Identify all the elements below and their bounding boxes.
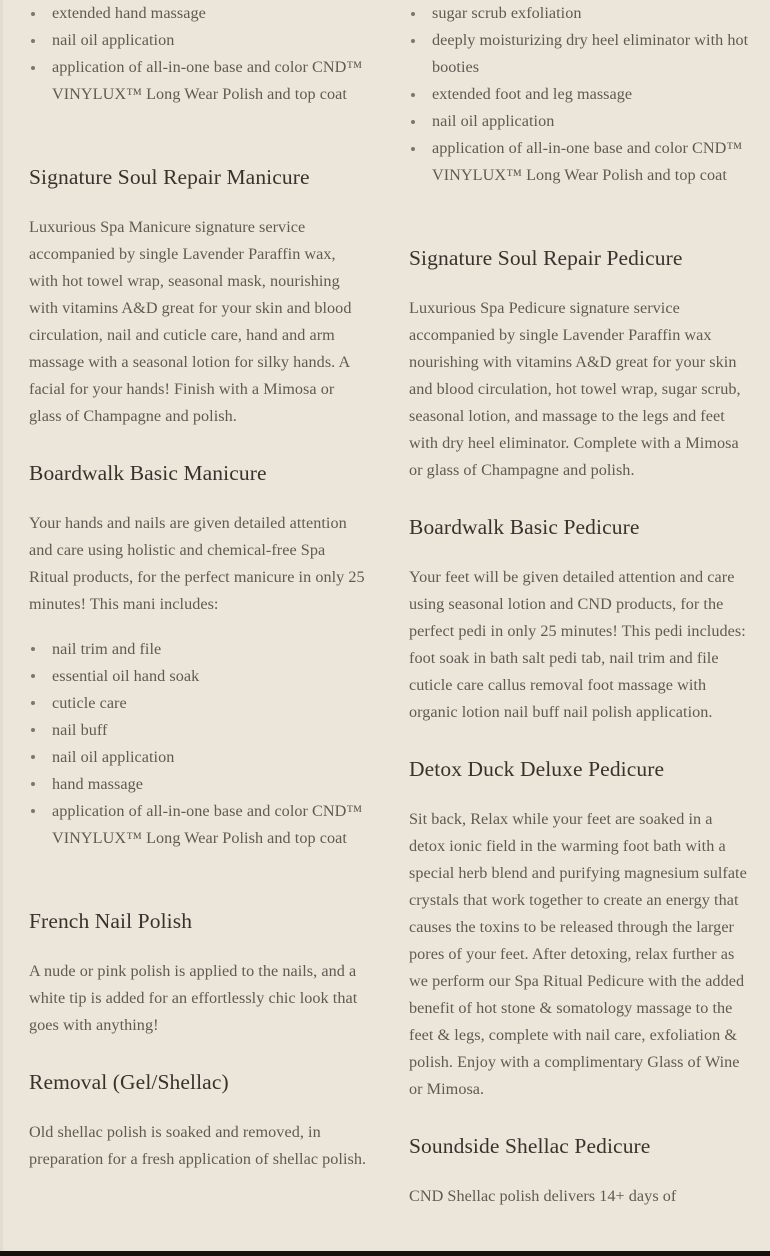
- left-column: [0, 0, 385, 1173]
- list-item: nail oil application: [29, 27, 367, 54]
- list-item: sugar scrub exfoliation: [409, 0, 752, 27]
- heading-removal-gel-shellac: Removal (Gel/Shellac): [29, 1069, 229, 1094]
- heading-boardwalk-basic-manicure: Boardwalk Basic Manicure: [29, 460, 267, 485]
- heading-boardwalk-basic-pedicure: Boardwalk Basic Pedicure: [409, 514, 640, 539]
- body-removal-gel-shellac: Old shellac polish is soaked and removed, in preparation for a fresh application of shellac polish.: [29, 1122, 367, 1168]
- spacer: [409, 1161, 752, 1183]
- spacer: [409, 542, 752, 564]
- list-item: hand massage: [29, 771, 367, 798]
- body-signature-soul-repair-pedicure: Luxurious Spa Pedicure signature service accompanied by single Lavender Paraffin wax nourishing with vitamins A&D great for your skin and blood circulation, hot towel wrap, sugar scrub, seasonal lotion, and massage to the legs and feet with dry heel eliminator. Complete with a Mimosa or glass of Champagne and polish.: [409, 298, 741, 479]
- list-item: cuticle care: [29, 690, 367, 717]
- spacer: [29, 1097, 367, 1119]
- list-item: essential oil hand soak: [29, 663, 367, 690]
- list-item: application of all-in-one base and color CND™ VINYLUX™ Long Wear Polish and top coat: [29, 798, 367, 852]
- pedicure-top-bullet-list: [409, 0, 752, 189]
- heading-signature-soul-repair-manicure: Signature Soul Repair Manicure: [29, 165, 310, 189]
- list-item: nail trim and file: [29, 636, 367, 663]
- spacer: [29, 192, 367, 214]
- spacer: [29, 488, 367, 510]
- body-detox-duck-deluxe-pedicure: Sit back, Relax while your feet are soaked in a detox ionic field in the warming foot bath with a special herb blend and purifying magnesium sulfate crystals that work together to create an energy that causes the toxins to be released through the larger pores of your feet. After detoxing, relax further as we perform our Spa Ritual Pedicure with the added benefit of hot stone & somatology massage to the feet & legs, complete with nail care, exfoliation & polish. Enjoy with a complimentary Glass of Wine or Mimosa.: [409, 809, 747, 1098]
- spacer: [409, 189, 752, 245]
- body-soundside-shellac-pedicure: CND Shellac polish delivers 14+ days of: [409, 1186, 677, 1205]
- heading-signature-soul-repair-pedicure: Signature Soul Repair Pedicure: [409, 246, 683, 270]
- list-item: application of all-in-one base and color CND™ VINYLUX™ Long Wear Polish and top coat: [29, 54, 367, 108]
- spacer: [29, 618, 367, 636]
- spacer: [409, 273, 752, 295]
- spacer: [409, 484, 752, 514]
- spacer: [29, 430, 367, 460]
- bottom-edge-bar: [0, 1251, 770, 1256]
- body-boardwalk-basic-manicure: Your hands and nails are given detailed attention and care using holistic and chemical-free Spa Ritual products, for the perfect manicure in only 25 minutes! This mani includes:: [29, 513, 365, 613]
- spacer: [29, 936, 367, 958]
- list-item: nail buff: [29, 717, 367, 744]
- spacer: [409, 784, 752, 806]
- right-column: [385, 0, 770, 1210]
- spacer: [29, 1039, 367, 1069]
- heading-french-nail-polish: French Nail Polish: [29, 908, 193, 933]
- left-edge-strip: [0, 0, 3, 1256]
- list-item: nail oil application: [409, 108, 752, 135]
- heading-soundside-shellac-pedicure: Soundside Shellac Pedicure: [409, 1133, 651, 1158]
- spacer: [409, 1103, 752, 1133]
- list-item: extended hand massage: [29, 0, 367, 27]
- list-item: nail oil application: [29, 744, 367, 771]
- spacer: [29, 108, 367, 164]
- body-signature-soul-repair-manicure: Luxurious Spa Manicure signature service accompanied by single Lavender Paraffin wax, with hot towel wrap, seasonal mask, nourishing with vitamins A&D great for your skin and blood circulation, nail and cuticle care, hand and arm massage with a seasonal lotion for silky hands. A facial for your hands! Finish with a Mimosa or glass of Champagne and polish.: [29, 217, 352, 425]
- list-item: application of all-in-one base and color CND™ VINYLUX™ Long Wear Polish and top coat: [409, 135, 752, 189]
- spacer: [409, 726, 752, 756]
- list-item: deeply moisturizing dry heel eliminator with hot booties: [409, 27, 752, 81]
- body-french-nail-polish: A nude or pink polish is applied to the nails, and a white tip is added for an effortlessly chic look that goes with anything!: [29, 961, 358, 1034]
- manicure-top-bullet-list: [29, 0, 367, 108]
- body-boardwalk-basic-pedicure: Your feet will be given detailed attention and care using seasonal lotion and CND products, for the perfect pedi in only 25 minutes! This pedi includes: foot soak in bath salt pedi tab, nail trim and file cuticle care callus removal foot massage with organic lotion nail buff nail polish application.: [409, 567, 746, 721]
- heading-detox-duck-deluxe-pedicure: Detox Duck Deluxe Pedicure: [409, 756, 665, 781]
- boardwalk-basic-manicure-bullet-list: [29, 636, 367, 852]
- list-item: extended foot and leg massage: [409, 81, 752, 108]
- spacer: [29, 852, 367, 908]
